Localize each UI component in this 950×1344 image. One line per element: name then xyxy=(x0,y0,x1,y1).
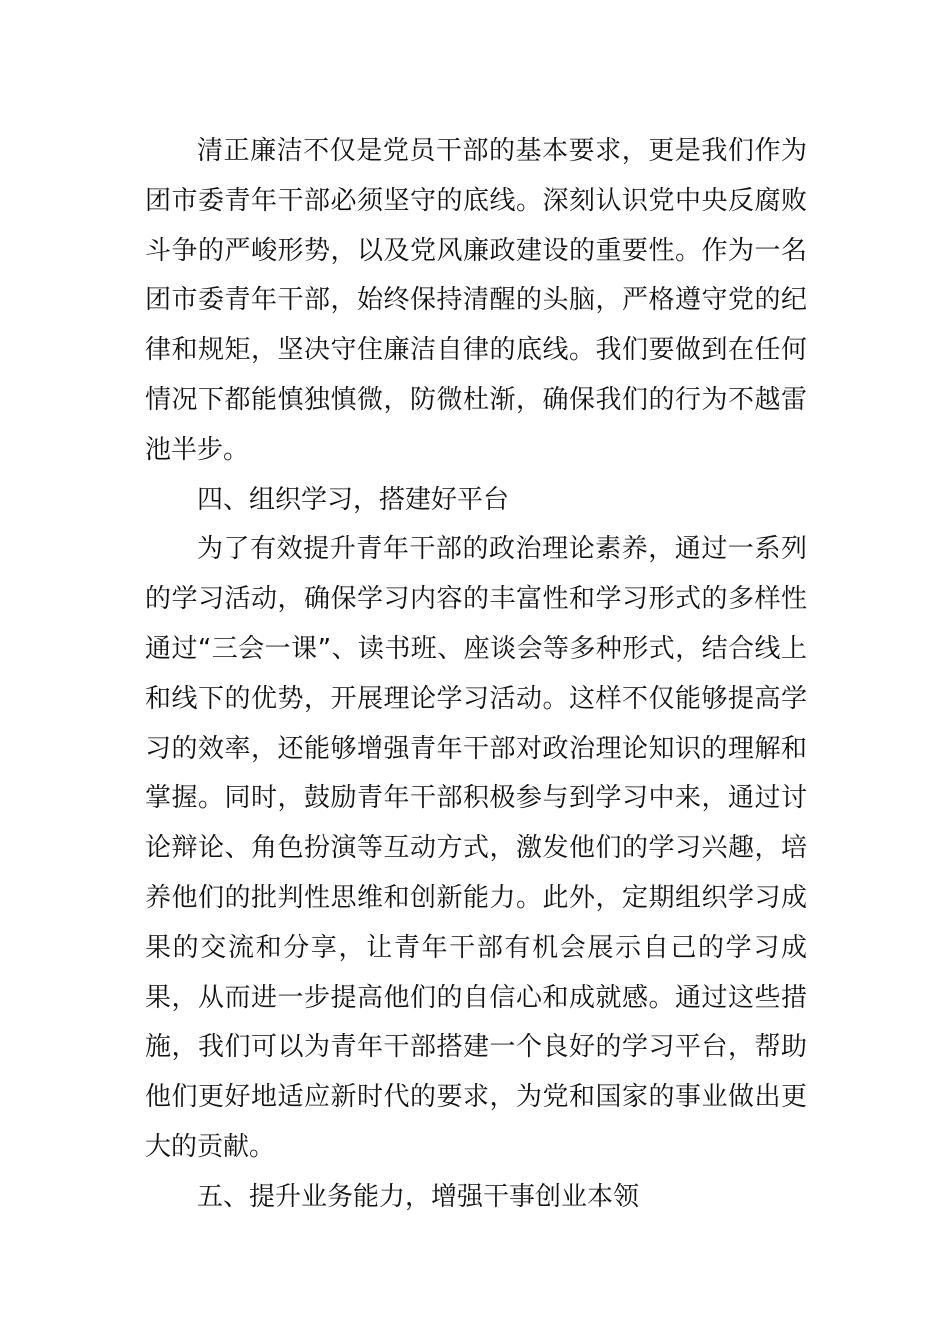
paragraph-learning: 为了有效提升青年干部的政治理论素养，通过一系列的学习活动，确保学习内容的丰富性和学习形式的多样性通过“三会一课”、读书班、座谈会等多种形式，结合线上和线下的优势，开展理论学习活动。这样不仅能够提高学习的效率，还能够增强青年干部对政治理论知识的理解和掌握。同时，鼓励青年干部积极参与到学习中来，通过讨论辩论、角色扮演等互动方式，激发他们的学习兴趣，培养他们的批判性思维和创新能力。此外，定期组织学习成果的交流和分享，让青年干部有机会展示自己的学习成果，从而进一步提高他们的自信心和成就感。通过这些措施，我们可以为青年干部搭建一个良好的学习平台，帮助他们更好地适应新时代的要求，为党和国家的事业做出更大的贡献。 xyxy=(145,534,807,1162)
paragraph-integrity: 清正廉洁不仅是党员干部的基本要求，更是我们作为团市委青年干部必须坚守的底线。深刻认识党中央反腐败斗争的严峻形势，以及党风廉政建设的重要性。作为一名团市委青年干部，始终保持清醒的头脑，严格遵守党的纪律和规矩，坚决守住廉洁自律的底线。我们要做到在任何情况下都能慎独慎微，防微杜渐，确保我们的行为不越雷池半步。 xyxy=(145,136,807,465)
document-body xyxy=(145,127,807,1223)
section-heading-five: 五、提升业务能力，增强干事创业本领 xyxy=(197,1181,640,1212)
section-heading-four: 四、组织学习，搭建好平台 xyxy=(197,484,510,515)
